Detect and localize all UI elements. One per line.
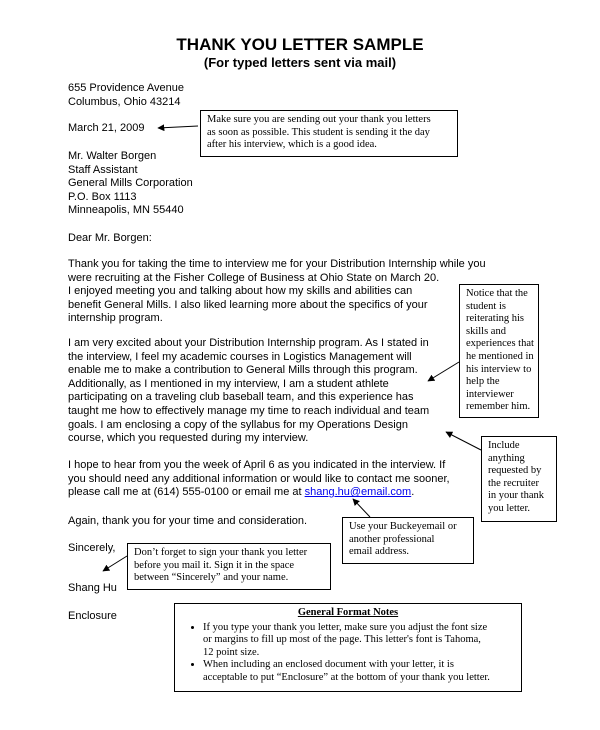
recipient-block [68,150,193,218]
paragraph-1 [68,258,486,326]
paragraph-line: benefit General Mills. I also liked learning more about the specifics of your [68,298,428,311]
callout-line: he mentioned in [466,350,534,362]
notes-item [203,622,515,660]
letter-date: March 21, 2009 [68,122,145,134]
callout-line: before you mail it. Sign it in the space [134,559,295,571]
callout-line: Use your Buckeyemail or [349,521,457,532]
callout-line: anything [488,452,525,464]
paragraph-line: were recruiting at the Fisher College of Business at Ohio State on March 20. [68,271,440,284]
notes-list [181,622,515,685]
recipient-line: Staff Assistant [68,163,138,176]
callout-line: experiences that [466,338,534,350]
email-link[interactable]: shang.hu@email.com [304,486,412,499]
date-arrow [158,126,198,128]
callout-line: Make sure you are sending out your thank you letters [207,114,431,125]
recipient-line: Minneapolis, MN 55440 [68,204,184,217]
reiterate-arrow [428,362,459,381]
closing-line: Again, thank you for your time and consideration. [68,515,308,527]
notes-heading: General Format Notes [297,607,399,618]
date-tip-callout [200,110,458,157]
address-line: Columbus, Ohio 43214 [68,95,181,108]
callout-line: another professional [349,533,435,545]
enclosure-label: Enclosure [68,610,117,622]
callout-line: in your thank [488,490,544,502]
paragraph-line: you should need any additional information or would like to contact me sooner, [68,472,450,485]
callout-line: student is [466,300,506,312]
salutation: Dear Mr. Borgen: [68,232,152,244]
signoff: Sincerely, [68,542,116,554]
email-arrow [353,499,370,517]
callout-line: reiterating his [466,313,525,325]
notes-item [203,659,515,684]
callout-line: requested by [488,465,542,477]
callout-line: the recruiter [488,477,540,489]
paragraph-line: I hope to hear from you the week of April 6 as you indicated in the interview. If [68,459,446,471]
paragraph-2 [68,337,429,446]
paragraph-line: course, which you requested during my interview. [68,432,309,445]
paragraph-line: enable me to make a contribution to General Mills through this program. [68,364,418,377]
callout-line: remember him. [466,401,531,413]
callout-line: after his interview, which is a good idea. [207,139,377,151]
general-format-notes [174,603,522,692]
callout-line: as soon as possible. This student is sending it the day [207,126,430,138]
paragraph-line: Additionally, as I mentioned in my interview, I am a student athlete [68,377,389,390]
paragraph-line: internship program. [68,312,163,325]
callout-line: his interview to [466,363,532,375]
notes-line: • When including an enclosed document with your letter, it is [203,659,454,671]
include-arrow [446,432,481,450]
notes-line: 12 point size. [203,646,260,658]
callout-line: help the [466,376,500,388]
notes-line: acceptable to put “Enclosure” at the bottom of your thank you letter. [203,671,490,683]
callout-line: Include [488,440,520,451]
paragraph-line: participating on a traveling club baseball team, and this experience has [68,391,414,404]
paragraph-line: I am very excited about your Distribution Internship program. As I stated in [68,337,429,349]
callout-line: skills and [466,325,506,337]
email-tip-callout [342,517,474,564]
page-subtitle: (For typed letters sent via mail) [203,55,397,70]
reiterate-tip-callout [459,284,539,418]
paragraph-line: Thank you for taking the time to interview me for your Distribution Internship while you [68,258,486,270]
recipient-line: P.O. Box 1113 [68,190,137,203]
recipient-line: Mr. Walter Borgen [68,150,157,162]
signature-name: Shang Hu [68,582,117,594]
contact-text-end: . [411,486,415,499]
signature-arrow [103,556,127,571]
paragraph-line: goals. I am enclosing a copy of the syllabus for my Operations Design [68,418,408,431]
sender-address [68,82,184,109]
callout-line: email address. [349,546,410,558]
callout-line: Don’t forget to sign your thank you letter [134,547,308,558]
contact-text: please call me at (614) 555-0100 or email me at [68,486,305,499]
notes-line: • If you type your thank you letter, make sure you adjust the font size [203,621,488,633]
paragraph-line: I enjoyed meeting you and talking about how my skills and abilities can [68,285,413,298]
paragraph-line: taught me how to effectively manage my time to reach individual and team [68,404,430,417]
paragraph-line: the interview, I feel my academic courses in Logistics Management will [68,350,412,363]
paragraph-line [68,486,450,500]
callout-line: between “Sincerely” and your name. [134,572,289,584]
recipient-line: General Mills Corporation [68,177,193,190]
page-title: THANK YOU LETTER SAMPLE [176,35,424,54]
callout-line: Notice that the [466,288,528,299]
paragraph-3 [68,459,450,500]
include-tip-callout [481,436,557,522]
signature-tip-callout [127,543,331,590]
address-line: 655 Providence Avenue [68,82,184,94]
callout-line: you letter. [488,502,530,514]
notes-line: or margins to fill up most of the page. This letter's font is Tahoma, [203,634,481,646]
callout-line: interviewer [466,388,514,400]
